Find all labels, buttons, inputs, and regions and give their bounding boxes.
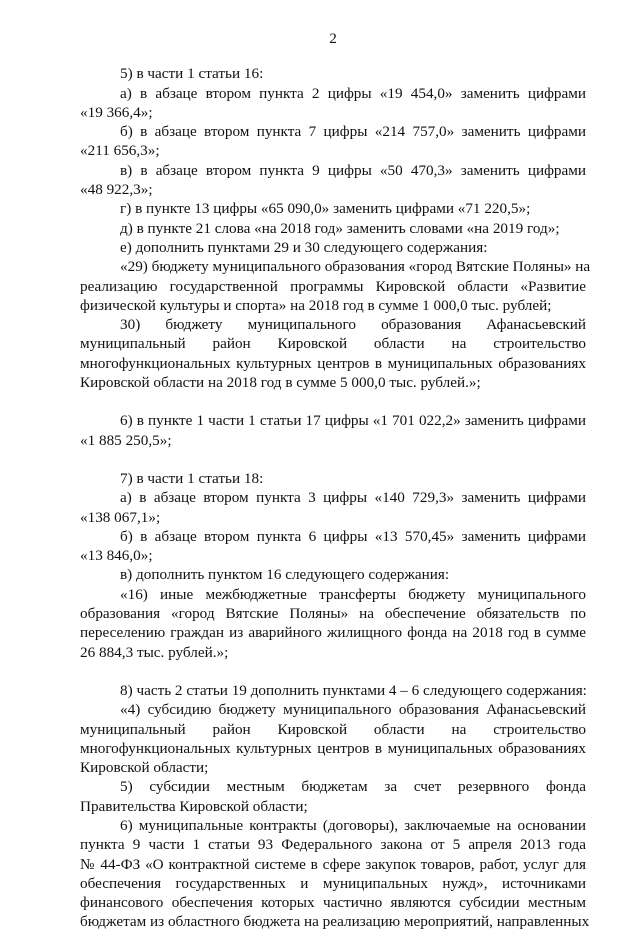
document-body [80,64,591,931]
text-line: 30) бюджету муниципального образования Афанасьевский [120,316,586,334]
text-line: «138 067,1»; [80,508,161,526]
text-line: муниципальный район Кировской области на строительство [80,720,586,738]
text-line: в) дополнить пунктом 16 следующего содержания: [120,566,450,584]
paragraph-spacer [80,662,586,681]
text-line: а) в абзаце втором пункта 2 цифры «19 454,0» заменить цифрами [120,84,586,102]
text-line: а) в абзаце втором пункта 3 цифры «140 729,3» заменить цифрами [120,489,586,507]
text-line: бюджетам из областного бюджета на реализацию мероприятий, направленных [80,913,590,931]
page-number: 2 [329,30,337,47]
text-line: обеспечения государственных и муниципальных нужд», источниками [80,874,586,892]
text-line: финансового обеспечения которых частично являются субсидии местным [80,894,586,912]
text-line: 8) часть 2 статьи 19 дополнить пунктами 4 – 6 следующего содержания: [120,681,587,699]
text-line: б) в абзаце втором пункта 6 цифры «13 570,45» заменить цифрами [120,527,586,545]
text-line: 6) в пункте 1 части 1 статьи 17 цифры «1 701 022,2» заменить цифрами [120,412,586,430]
text-line: пункта 9 части 1 статьи 93 Федерального закона от 5 апреля 2013 года [80,836,586,854]
paragraph-spacer [80,392,586,411]
text-line: «29) бюджету муниципального образования «город Вятские Поляны» на [120,258,591,276]
text-line: переселению граждан из аварийного жилищного фонда на 2018 год в сумме [80,624,586,642]
text-line: «211 656,3»; [80,142,160,160]
text-line: е) дополнить пунктами 29 и 30 следующего содержания: [120,238,488,256]
text-line: № 44-ФЗ «О контрактной системе в сфере закупок товаров, работ, услуг для [80,855,586,873]
text-line: г) в пункте 13 цифры «65 090,0» заменить цифрами «71 220,5»; [120,200,531,218]
text-line: Правительства Кировской области; [80,797,308,815]
paragraph-spacer [80,450,586,469]
text-line: 5) субсидии местным бюджетам за счет резервного фонда [120,778,586,796]
text-line: образования «город Вятские Поляны» на обеспечение обязательств по [80,605,586,623]
text-line: в) в абзаце втором пункта 9 цифры «50 470,3» заменить цифрами [120,161,586,179]
text-line: многофункциональных культурных центров в муниципальных образованиях [80,739,586,757]
text-line: реализацию государственной программы Кировской области «Развитие [80,277,586,295]
text-line: «13 846,0»; [80,547,153,565]
text-line: 26 884,3 тыс. рублей.»; [80,643,229,661]
text-line: 5) в части 1 статьи 16: [120,65,264,83]
text-line: Кировской области; [80,759,209,777]
text-line: Кировской области на 2018 год в сумме 5 000,0 тыс. рублей.»; [80,374,481,392]
text-line: «1 885 250,5»; [80,431,172,449]
text-line: «48 922,3»; [80,181,153,199]
text-line: «19 366,4»; [80,103,153,121]
text-line: многофункциональных культурных центров в муниципальных образованиях [80,354,586,372]
text-line: 7) в части 1 статьи 18: [120,469,264,487]
text-line: «4) субсидию бюджету муниципального образования Афанасьевский [120,701,586,719]
text-line: «16) иные межбюджетные трансферты бюджету муниципального [120,585,586,603]
text-line: б) в абзаце втором пункта 7 цифры «214 757,0» заменить цифрами [120,123,586,141]
text-line: физической культуры и спорта» на 2018 год в сумме 1 000,0 тыс. рублей; [80,296,552,314]
text-line: 6) муниципальные контракты (договоры), заключаемые на основании [120,816,586,834]
text-line: д) в пункте 21 слова «на 2018 год» заменить словами «на 2019 год»; [120,219,560,237]
text-line: муниципальный район Кировской области на строительство [80,335,586,353]
